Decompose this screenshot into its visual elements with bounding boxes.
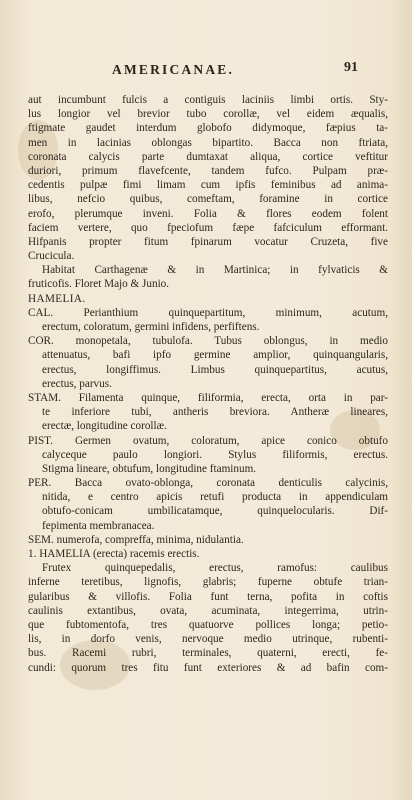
text-line: COR. monopetala, tubulofa. Tubus oblongus, in medio	[28, 335, 388, 348]
text-line: aut incumbunt fulcis a contiguis laciniis limbi ortis. Sty-	[28, 94, 388, 106]
text-line: erectum, coloratum, germini infidens, perfiftens.	[42, 321, 260, 333]
page-header	[0, 62, 412, 82]
text-line: erectus, longiffimus. Limbus quinquepartitus, acutus,	[42, 363, 388, 376]
text-line: men in lacinias oblongas bipartito. Bacca non ftriata,	[28, 136, 388, 149]
text-line: faciem vertere, quo fpeciofum fæpe fafciculum efformant.	[28, 221, 388, 234]
text-line: bus. Racemi rubri, terminales, quaterni, erecti, fe-	[28, 647, 388, 660]
text-line: attenuatus, bafi ipfo germine amplior, quinquangularis,	[42, 349, 388, 362]
body-text	[28, 93, 388, 675]
text-line: cedentis pulpæ fimi limam cum ipfis feminibus ad anima-	[28, 179, 388, 192]
text-line: nitida, e centro apicis retufi producta in appendiculam	[42, 491, 388, 504]
text-line: erofo, plerumque inveni. Folia & flores eodem folent	[28, 207, 388, 220]
text-line: erectus, parvus.	[42, 377, 112, 390]
text-line: lus longior vel brevior tubo corollæ, vel eidem æqualis,	[28, 108, 388, 121]
text-line: coronata calycis parte dumtaxat aliqua, cortice veftitur	[28, 150, 388, 163]
text-line: cundi: quorum tres fitu funt exteriores & ad bafin com-	[28, 661, 388, 674]
text-line: libus, nefcio quibus, comeftam, foramine in cortice	[28, 193, 388, 206]
text-line: inferne teretibus, lignofis, glabris; fuperne obtufe trian-	[28, 576, 388, 589]
text-line: obtufo-conicam umbilicatamque, quinquelocularis. Dif-	[42, 505, 388, 518]
text-line: Crucicula.	[28, 250, 75, 263]
species-heading: 1. HAMELIA (erecta) racemis erectis.	[28, 548, 200, 560]
section-heading: HAMELIA.	[28, 292, 86, 305]
text-line: caulinis extantibus, ovata, acuminata, integerrima, utrin-	[28, 604, 388, 617]
text-line: calyceque paulo longiori. Stylus filiformis, erectus.	[42, 448, 388, 461]
text-line: CAL. Perianthium quinquepartitum, minimum, acutum,	[28, 306, 388, 319]
text-line: te inferiore tubi, antheris breviora. Antheræ lineares,	[42, 406, 388, 419]
text-line: STAM. Filamenta quinque, filiformia, erecta, orta in par-	[28, 391, 388, 404]
text-line: Stigma lineare, obtufum, longitudine ftaminum.	[42, 462, 257, 475]
text-line: Habitat Carthagenæ & in Martinica; in fylvaticis &	[42, 264, 388, 277]
text-line: ftigmate gaudet interdum globofo didymoque, fæpius ta-	[28, 122, 388, 135]
text-line: Frutex quinquepedalis, erectus, ramofus: caulibus	[42, 562, 388, 575]
text-line: Hifpanis propter fitum fpinarum vocatur Cruzeta, five	[28, 235, 388, 248]
text-line: SEM. numerofa, compreffa, minima, nidulantia.	[28, 533, 244, 546]
text-line: erectæ, longitudine corollæ.	[42, 420, 167, 433]
page-number: 91	[344, 60, 358, 75]
text-line: fruticofis. Floret Majo & Junio.	[28, 278, 170, 291]
text-line: que fubtomentofa, tres quatuorve pollices longa; petio-	[28, 618, 388, 631]
text-line: PIST. Germen ovatum, coloratum, apice conico obtufo	[28, 434, 388, 447]
text-line: gularibus & villofis. Folia funt terna, pofita in coftis	[28, 590, 388, 603]
text-line: lis, in dorfo venis, nervoque medio utrinque, rubenti-	[28, 633, 388, 646]
text-line: duriori, primum flavefcente, tandem fufco. Pulpam præ-	[28, 164, 388, 177]
text-line: fepimenta membranacea.	[42, 519, 155, 532]
running-title: AMERICANAE.	[112, 62, 235, 77]
text-line: PER. Bacca ovato-oblonga, coronata denticulis calycinis,	[28, 477, 388, 490]
